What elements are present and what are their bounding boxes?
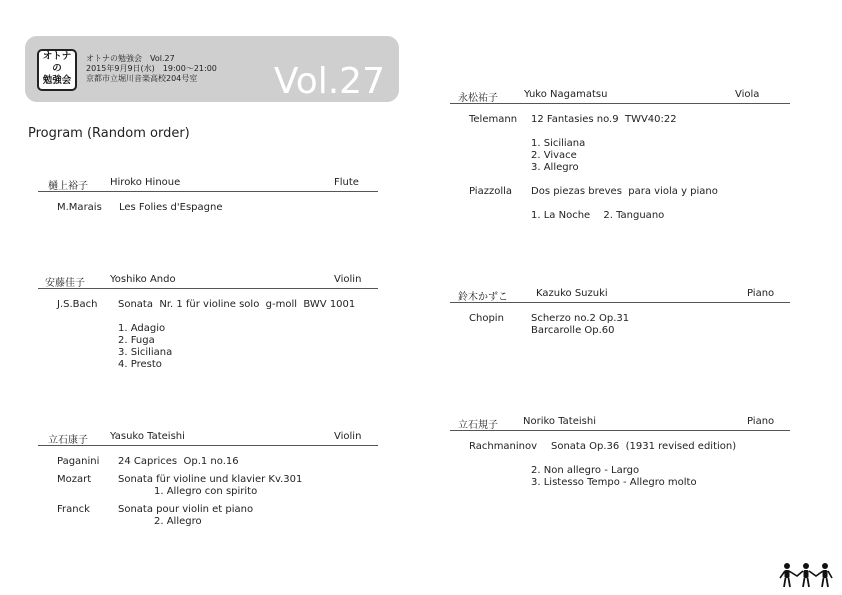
piece-composer: Paganini [57, 456, 100, 467]
performer-instrument: Piano [747, 416, 775, 427]
performer-name-jp: 鈴木かずこ [458, 292, 508, 303]
performer-instrument: Flute [334, 177, 359, 188]
piece-work: 24 Caprices Op.1 no.16 [118, 456, 239, 467]
piece-composer: M.Marais [57, 202, 102, 213]
performer-name-en: Noriko Tateishi [523, 416, 596, 427]
performer-instrument: Violin [334, 274, 362, 285]
movement: 1. Adagio [118, 323, 166, 334]
piece-work: Sonata pour violin et piano [118, 504, 254, 515]
piece-composer: Franck [57, 504, 90, 515]
piece-work: Scherzo no.2 Op.31 [531, 313, 630, 324]
performer-header [450, 416, 790, 431]
performer-ando [38, 274, 378, 289]
event-venue: 京都市立堀川音楽高校204号室 [86, 74, 198, 83]
movement: 2. Non allegro - Largo [531, 465, 640, 476]
movement: 2. Vivace [531, 150, 577, 161]
performer-instrument: Piano [747, 288, 775, 299]
performer-name-jp: 樋上裕子 [48, 181, 88, 192]
performer-name-jp: 永松祐子 [458, 93, 498, 104]
performer-name-jp: 立石規子 [458, 420, 498, 431]
movement: 2. Fuga [118, 335, 155, 346]
performer-header [38, 274, 378, 289]
event-date: 2015年9月9日(水) 19:00～21:00 [86, 64, 217, 73]
piece-composer: Chopin [469, 313, 504, 324]
performer-name-en: Yuko Nagamatsu [524, 89, 608, 100]
performer-hinoue [38, 177, 378, 192]
event-name: オトナの勉強会 Vol.27 [86, 54, 175, 63]
volume-number: Vol.27 [273, 61, 385, 102]
logo-line-3: 勉強会 [42, 75, 72, 86]
performer-header [38, 177, 378, 192]
movement: 1. Siciliana [531, 138, 586, 149]
event-info [86, 54, 217, 84]
piece-composer: Telemann [469, 114, 518, 125]
logo-line-2: の [52, 63, 62, 74]
performer-instrument: Viola [735, 89, 760, 100]
piece-work: Les Folies d'Espagne [119, 202, 223, 213]
movement: 3. Allegro [531, 162, 579, 173]
performer-instrument: Violin [334, 431, 362, 442]
piece-composer: Mozart [57, 474, 92, 485]
performer-yasuko-tateishi [38, 431, 378, 446]
performer-nagamatsu [450, 89, 790, 104]
performer-name-en: Yoshiko Ando [110, 274, 176, 285]
piece-composer: Piazzolla [469, 186, 513, 197]
program-title: Program (Random order) [28, 126, 190, 141]
performer-header [38, 431, 378, 446]
performer-header [450, 89, 790, 104]
performer-name-en: Kazuko Suzuki [536, 288, 608, 299]
performer-name-en: Yasuko Tateishi [110, 431, 185, 442]
event-logo [37, 49, 77, 91]
movement: 1. Allegro con spirito [154, 486, 258, 497]
movement: 4. Presto [118, 359, 162, 370]
piece-composer: Rachmaninov [469, 441, 538, 452]
piece-work: Sonata Op.36 (1931 revised edition) [551, 441, 737, 452]
people-icon [779, 562, 833, 588]
piece-work: Sonata für violine und klavier Kv.301 [118, 474, 303, 485]
movement: 3. Siciliana [118, 347, 173, 358]
piece-work: Dos piezas breves para viola y piano [531, 186, 718, 197]
piece-composer: J.S.Bach [57, 299, 98, 310]
piece-work: Sonata Nr. 1 für violine solo g-moll BWV 1001 [118, 299, 356, 310]
performer-suzuki [450, 288, 790, 303]
performer-name-en: Hiroko Hinoue [110, 177, 181, 188]
movement: 1. La Noche 2. Tanguano [531, 210, 665, 221]
movement: 2. Allegro [154, 516, 202, 527]
performer-name-jp: 安藤佳子 [45, 278, 85, 289]
movement: 3. Listesso Tempo - Allegro molto [531, 477, 697, 488]
movement: Barcarolle Op.60 [531, 325, 615, 336]
event-header [25, 36, 399, 102]
logo-line-1: オトナ [42, 51, 72, 62]
performer-header [450, 288, 790, 303]
piece-work: 12 Fantasies no.9 TWV40:22 [531, 114, 677, 125]
performer-noriko-tateishi [450, 416, 790, 431]
performer-name-jp: 立石康子 [48, 435, 88, 446]
